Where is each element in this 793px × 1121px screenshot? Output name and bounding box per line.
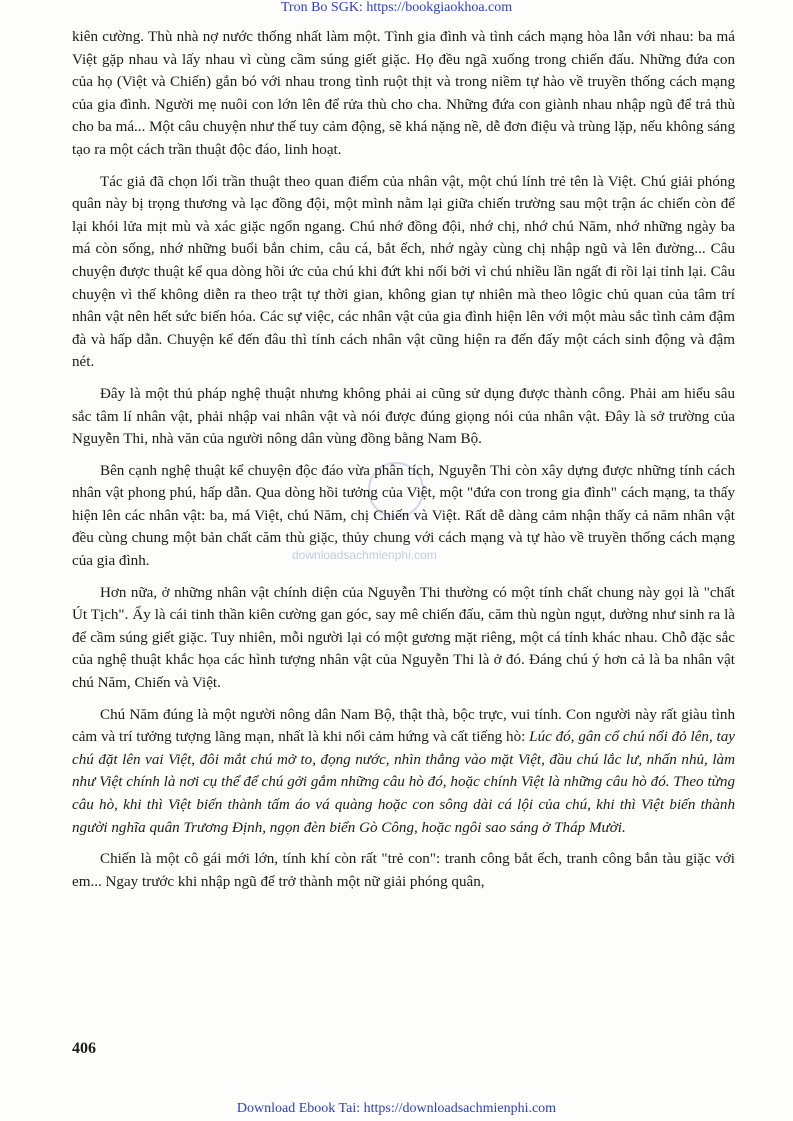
paragraph-1: kiên cường. Thù nhà nợ nước thống nhất làm một. Tình gia đình và tình cách mạng hòa lẫn với nhau: ba má Việt gặp nhau và lấy nhau vì cùng cầm súng giết giặc. Họ đều ngã xuống trong chiến đấu. Những đứa con của họ (Việt và Chiến) gắn bó với nhau trong tình ruột thịt và trong niềm tự hào về truyền thống cách mạng của gia đình. Người mẹ nuôi con lớn lên để rửa thù cho cha. Những đứa con giành nhau nhập ngũ để trả thù cho ba má... Một câu chuyện như thế tuy cảm động, sẽ khá nặng nề, dễ đơn điệu và trùng lặp, nếu không sáng tạo ra một cách trần thuật độc đáo, linh hoạt. [72,29,735,158]
page-body [72,26,735,902]
top-banner: Tron Bo SGK: https://bookgiaokhoa.com [280,0,513,15]
paragraph-6-quote: Lúc đó, gân cổ chú nổi đỏ lên, tay chú đặt lên vai Việt, đôi mắt chú mở to, đọng nước, nhìn thẳng vào mặt Việt, đầu chú lắc lư, nhấn nhủ, làm như Việt chính là nơi cụ thể để chú gởi gắm những câu hò đó, hoặc chính Việt là những câu hò đó. Theo từng câu hò, khi thì Việt biến thành tấm áo vá quàng hoặc con sông dài cá lội của chú, khi thì Việt biến thành người nghĩa quân Trương Định, ngọn đèn biển Gò Công, hoặc ngôi sao sáng ở Tháp Mười. [72,729,735,836]
watermark-text: downloadsachmienphi.com [292,548,437,562]
paragraph-4: Bên cạnh nghệ thuật kể chuyện độc đáo vừa phân tích, Nguyễn Thi còn xây dựng được những tính cách nhân vật phong phú, hấp dẫn. Qua dòng hồi tưởng của Việt, một "đứa con trong gia đình" cách mạng, ta thấy hiện lên các nhân vật: ba, má Việt, chú Năm, chị Chiến và Việt. Rất dễ dàng cảm nhận thấy cả năm nhân vật đều cùng chung một bản chất căm thù giặc, thủy chung với cách mạng và tự hào về truyền thống cách mạng của gia đình. [72,462,735,570]
paragraph-5: Hơn nữa, ở những nhân vật chính diện của Nguyễn Thi thường có một tính chất chung này gọi là "chất Út Tịch". Ấy là cái tinh thần kiên cường gan góc, say mê chiến đấu, căm thù ngùn ngụt, dường như sinh ra là để cầm súng giết giặc. Tuy nhiên, mỗi người lại có một gương mặt riêng, một cá tính khác nhau. Chỗ đặc sắc của nghệ thuật khắc họa các hình tượng nhân vật của Nguyễn Thi là ở đó. Đáng chú ý hơn cả là ba nhân vật chú Năm, Chiến và Việt. [72,584,735,692]
paragraph-6 [72,704,735,840]
paragraph-6-intro: Chú Năm đúng là một người nông dân Nam Bộ, thật thà, bộc trực, vui tính. Con người này rất giàu tình cảm và trí tưởng tượng lãng mạn, nhất là khi nổi cảm hứng và cất tiếng hò: [72,706,735,746]
paragraph-7: Chiến là một cô gái mới lớn, tính khí còn rất "trẻ con": tranh công bắt ếch, tranh công bắn tàu giặc với em... Ngay trước khi nhập ngũ để trở thành một nữ giải phóng quân, [72,851,735,890]
page-number: 406 [72,1040,96,1057]
paragraph-3: Đây là một thủ pháp nghệ thuật nhưng không phải ai cũng sử dụng được thành công. Phải am hiểu sâu sắc tâm lí nhân vật, phải nhập vai nhân vật và nói được đúng giọng nói của nhân vật. Đây là sở trường của Nguyễn Thi, nhà văn của người nông dân vùng đồng bằng Nam Bộ. [72,385,735,448]
bottom-banner: Download Ebook Tai: https://downloadsachmienphi.com [236,1101,557,1116]
paragraph-2: Tác giả đã chọn lối trần thuật theo quan điểm của nhân vật, một chú lính trẻ tên là Việt. Chú giải phóng quân này bị trọng thương và lạc đồng đội, một mình nằm lại giữa chiến trường sau một trận ác chiến còn để lại khói lửa mịt mù và xác giặc ngổn ngang. Chú nhớ đồng đội, nhớ chị, nhớ chú Năm, nhớ những ngày ba má còn sống, nhớ những buổi bắn chim, câu cá, bắt ếch, nhớ ngày cùng chị nhập ngũ và lên đường... Câu chuyện được thuật kể qua dòng hồi ức của chú khi đứt khi nối bởi vì chú nhiều lần ngất đi rồi lại tỉnh lại. Câu chuyện vì thế không diễn ra theo trật tự thời gian, không gian tự nhiên mà theo lôgic chủ quan của tâm trí nhân vật nên hết sức biến hóa. Các sự việc, các nhân vật của gia đình hiện lên với một màu sắc tình cảm đậm đà và hấp dẫn. Chuyện kể đến đâu thì tính cách nhân vật cũng hiện ra đến đấy một cách sinh động và đậm nét. [72,173,735,371]
